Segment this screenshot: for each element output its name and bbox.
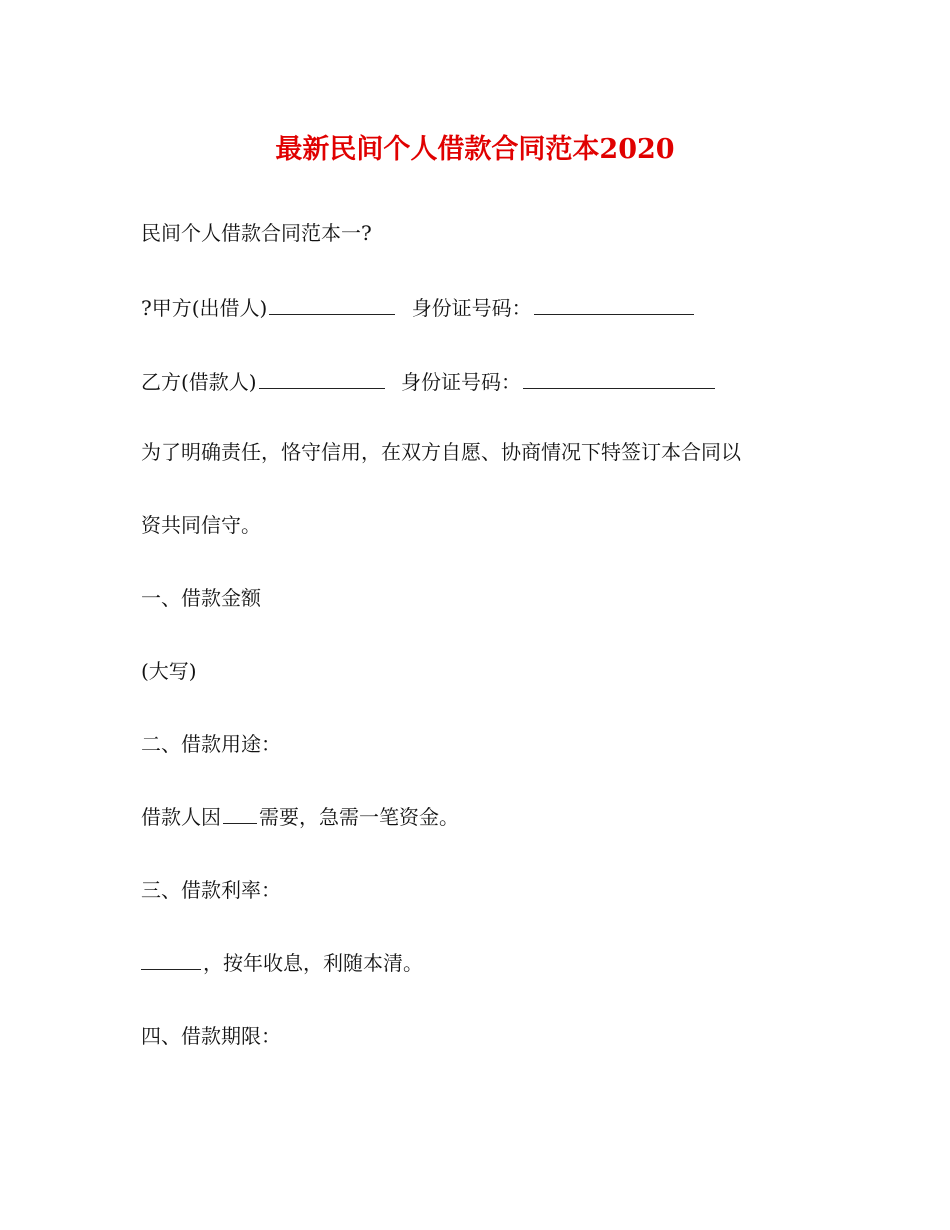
- section3-body: [141, 948, 841, 978]
- document-title: 最新民间个人借款合同范本2020: [275, 134, 675, 165]
- contract-subtitle: 民间个人借款合同范本一?: [141, 221, 372, 245]
- party-a-id-blank[interactable]: [534, 294, 694, 315]
- section2-body: [141, 802, 841, 832]
- section2-body-after: 需要，急需一笔资金。: [259, 805, 459, 829]
- party-b-name-blank[interactable]: [259, 368, 385, 389]
- party-b-id-blank[interactable]: [523, 368, 715, 389]
- intro-line-2: 资共同信守。: [141, 513, 261, 537]
- section4-heading: 四、借款期限：: [141, 1024, 281, 1048]
- intro-line-1: 为了明确责任，恪守信用，在双方自愿、协商情况下特签订本合同以: [141, 440, 741, 464]
- section2-body-before: 借款人因: [141, 805, 221, 829]
- section1-body: (大写): [141, 659, 197, 683]
- party-b-label: 乙方(借款人): [141, 370, 257, 394]
- section2-heading: 二、借款用途：: [141, 732, 281, 756]
- section1-heading: 一、借款金额: [141, 586, 261, 610]
- section3-body-after: ，按年收息，利随本清。: [203, 951, 423, 975]
- party-a-id-label: 身份证号码：: [411, 296, 532, 320]
- section3-heading: 三、借款利率：: [141, 878, 281, 902]
- party-a-line: [141, 293, 841, 323]
- purpose-blank[interactable]: [223, 803, 257, 824]
- party-a-label: ?甲方(出借人): [141, 296, 268, 320]
- party-b-line: [141, 367, 841, 397]
- party-a-name-blank[interactable]: [269, 294, 395, 315]
- interest-rate-blank[interactable]: [141, 949, 201, 970]
- party-b-id-label: 身份证号码：: [400, 370, 521, 394]
